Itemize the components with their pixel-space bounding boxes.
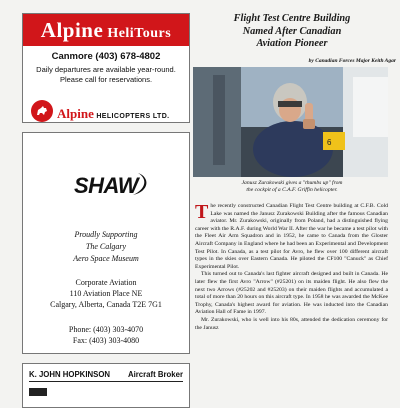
article-title-line-3: Aviation Pioneer <box>256 38 328 49</box>
article-body <box>195 203 388 332</box>
broker-ad[interactable] <box>22 363 190 408</box>
alpine-departures-text: Daily departures are available year-round. <box>36 65 176 74</box>
article-title-line-2: Named After Canadian <box>242 25 342 37</box>
ads-column <box>22 0 190 400</box>
shaw-supporting-line-2: The Calgary <box>85 242 127 251</box>
alpine-banner <box>23 14 189 46</box>
alpine-logo-brand: Alpine <box>57 106 94 121</box>
broker-role: Aircraft Broker <box>127 370 183 379</box>
article-paragraph-2: This turned out to Canada's last fighter aircraft designed and built in Canada. He later flew the first Avro "Arrow" (#25201) on its maiden flight. He also flew the next two Arrows (#25202 and #25203) on their maiden flights and accumulated a total of more than 20 hours on this aircraft type. In 1958 he was awarded the McKee Trophy, Canada's highest award for aviation. He was inducted into the Canadian Aviation Hall of Fame in 1997. <box>195 271 388 316</box>
article-paragraph-3: Mr. Zurakowski, who is well into his 80s, attended the dedication ceremony for the Janusz <box>195 316 388 331</box>
shaw-supporting-line-1: Proudly Supporting <box>74 230 138 239</box>
alpine-reservations-text: Please call for reservations. <box>59 75 153 84</box>
goat-logo-icon <box>31 100 53 122</box>
article-photo <box>193 67 388 177</box>
shaw-address-line-3: Calgary, Alberta, Canada T2E 7G1 <box>50 300 162 309</box>
article-paragraph-1 <box>195 203 388 271</box>
shaw-phone: Phone: (403) 303-4070 <box>68 325 144 334</box>
broker-name: K. JOHN HOPKINSON <box>29 370 111 379</box>
broker-logo-fragment <box>29 388 47 396</box>
shaw-swoosh-icon <box>130 171 152 197</box>
article-title <box>196 13 388 51</box>
svg-text:6: 6 <box>327 138 332 147</box>
alpine-logo-suffix: HELICOPTERS LTD. <box>96 113 170 120</box>
shaw-address-line-2: 110 Aviation Place NE <box>69 289 143 298</box>
alpine-phone: Canmore (403) 678-4802 <box>51 51 161 62</box>
shaw-address-line-1: Corporate Aviation <box>75 278 137 287</box>
alpine-brand-sub: HeliTours <box>107 26 172 41</box>
shaw-logo <box>23 173 189 199</box>
drop-cap: T <box>195 201 209 223</box>
shaw-supporting-line-3: Aero Space Museum <box>73 254 139 263</box>
caption-line-2: the cockpit of a C.A.F. Griffin helicopter. <box>246 187 338 193</box>
broker-header <box>29 370 183 379</box>
broker-divider <box>29 381 183 382</box>
caption-line-1: Janusz Zurakowski gives a "thumbs up" from <box>241 180 343 186</box>
shaw-fax: Fax: (403) 303-4080 <box>72 336 140 345</box>
alpine-helicopters-logo <box>57 106 170 122</box>
article-paragraph-1-text: he recently constructed Canadian Flight Test Centre building at C.F.B. Cold Lake was named the Janusz Zurakowski Building after the famous Canadian aviator. Mr. Zurakowski, originally from Poland, had a distinguished flying career with the R.A.F. during World War II. After the war he became a test pilot with the Fleet Air Arm Squadron and in 1952, he came to Canada from the Gloster Aircraft Company in England where he had been an Experimental and Development Test Pilot. In Canada, as a test pilot for Avro, he flew over 100 different aircraft types in the skies over Eastern Canada. He piloted the CF100 "Canuck" as Chief Experimental Pilot. <box>195 203 388 270</box>
alpine-helitours-ad[interactable] <box>22 13 190 123</box>
article-title-line-1: Flight Test Centre Building <box>233 13 351 24</box>
shaw-logo-text: SHAW <box>74 173 138 198</box>
photo-caption <box>196 180 388 194</box>
article-byline: by Canadian Forces Major Keith Agar <box>308 58 396 64</box>
pilot-cockpit-photo <box>193 67 388 177</box>
shaw-ad[interactable] <box>22 132 190 354</box>
alpine-brand-main: Alpine <box>40 18 104 42</box>
